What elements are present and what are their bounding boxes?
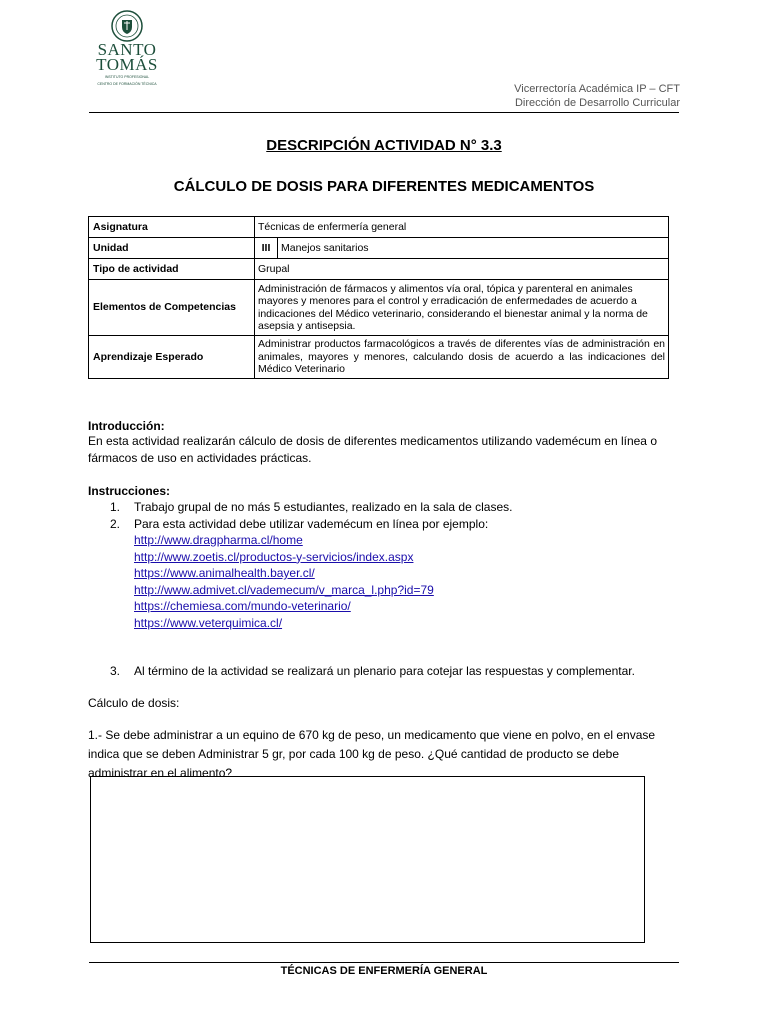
table-row xyxy=(89,259,669,280)
list-item-text: Para esta actividad debe utilizar vademécum en línea por ejemplo: xyxy=(134,516,489,531)
seal-icon xyxy=(111,10,143,42)
intro-text: En esta actividad realizarán cálculo de dosis de diferentes medicamentos utilizando vademécum en línea o fármacos de uso en actividades prácticas. xyxy=(88,434,657,465)
question-1: 1.- Se debe administrar a un equino de 670 kg de peso, un medicamento que viene en polvo, en el envase indica que se deben Administrar 5 gr, por cada 100 kg de peso. ¿Qué cantidad de producto se debe administrar en el alimento? xyxy=(88,728,656,780)
instruction-step-3 xyxy=(88,663,688,680)
aprendizaje-label: Aprendizaje Esperado xyxy=(89,336,255,379)
link-veterquimica[interactable]: https://www.veterquimica.cl/ xyxy=(134,615,283,630)
tipo-value: Grupal xyxy=(255,259,669,280)
elementos-value: Administración de fármacos y alimentos vía oral, tópica y parenteral en animales mayores y menores para el control y erradicación de enfermedades de acuerdo a indicaciones del Médico veterinario, considerando el bienestar animal y la norma de asepsia y antisepsia. xyxy=(255,280,669,336)
header-line-2: Dirección de Desarrollo Curricular xyxy=(514,97,680,109)
document-subtitle: CÁLCULO DE DOSIS PARA DIFERENTES MEDICAMENTOS xyxy=(173,178,595,195)
list-item-text: Trabajo grupal de no más 5 estudiantes, realizado en la sala de clases. xyxy=(134,500,513,514)
unidad-label: Unidad xyxy=(89,238,255,259)
list-item xyxy=(88,516,688,533)
logo-sub-line2: CENTRO DE FORMACIÓN TÉCNICA xyxy=(97,82,157,86)
list-item-number: 3. xyxy=(110,664,121,678)
link-chemiesa[interactable]: https://chemiesa.com/mundo-veterinario/ xyxy=(134,599,351,613)
asignatura-value: Técnicas de enfermería general xyxy=(255,217,669,238)
unidad-value: Manejos sanitarios xyxy=(278,238,669,259)
document-title: DESCRIPCIÓN ACTIVIDAD N° 3.3 xyxy=(266,137,502,154)
list-item xyxy=(88,663,688,680)
footer-divider xyxy=(89,962,679,963)
header-department xyxy=(514,82,680,110)
unidad-number: III xyxy=(255,238,278,259)
link-admivet[interactable]: http://www.admivet.cl/vademecum/v_marca_l.php?id=79 xyxy=(134,582,434,597)
list-item xyxy=(88,499,688,516)
instructions-heading: Instrucciones: xyxy=(88,484,171,498)
link-dragpharma[interactable]: http://www.dragpharma.cl/home xyxy=(134,533,303,547)
elementos-label: Elementos de Competencias xyxy=(89,280,255,336)
table-row xyxy=(89,238,669,259)
header-line-1: Vicerrectoría Académica IP – CFT xyxy=(514,83,680,95)
answer-box[interactable] xyxy=(90,776,645,943)
logo-name-line2: TOMÁS xyxy=(96,55,158,74)
intro-heading: Introducción: xyxy=(88,419,165,433)
asignatura-label: Asignatura xyxy=(89,217,255,238)
header-divider xyxy=(89,112,679,113)
instructions-list xyxy=(88,499,688,631)
calc-heading: Cálculo de dosis: xyxy=(88,696,180,710)
list-item-number: 1. xyxy=(110,500,121,514)
aprendizaje-value: Administrar productos farmacológicos a través de diferentes vías de administración en animales, mayores y menores, calculando dosis de acuerdo a las indicaciones del Médico Veterinario xyxy=(255,336,669,379)
table-row xyxy=(89,280,669,336)
link-bayer[interactable]: https://www.animalhealth.bayer.cl/ xyxy=(134,566,315,580)
list-item-number: 2. xyxy=(110,516,121,531)
tipo-label: Tipo de actividad xyxy=(89,259,255,280)
logo-name-line1: SANTO xyxy=(97,40,157,59)
table-row xyxy=(89,217,669,238)
institution-logo xyxy=(96,10,158,100)
logo-sub-line1: INSTITUTO PROFESIONAL xyxy=(104,75,150,79)
activity-info-table xyxy=(88,216,669,379)
link-zoetis[interactable]: http://www.zoetis.cl/productos-y-servicios/index.aspx xyxy=(134,549,414,564)
list-item-text: Al término de la actividad se realizará un plenario para cotejar las respuestas y complementar. xyxy=(134,664,635,678)
table-row xyxy=(89,336,669,379)
footer-text: TÉCNICAS DE ENFERMERÍA GENERAL xyxy=(280,965,488,977)
